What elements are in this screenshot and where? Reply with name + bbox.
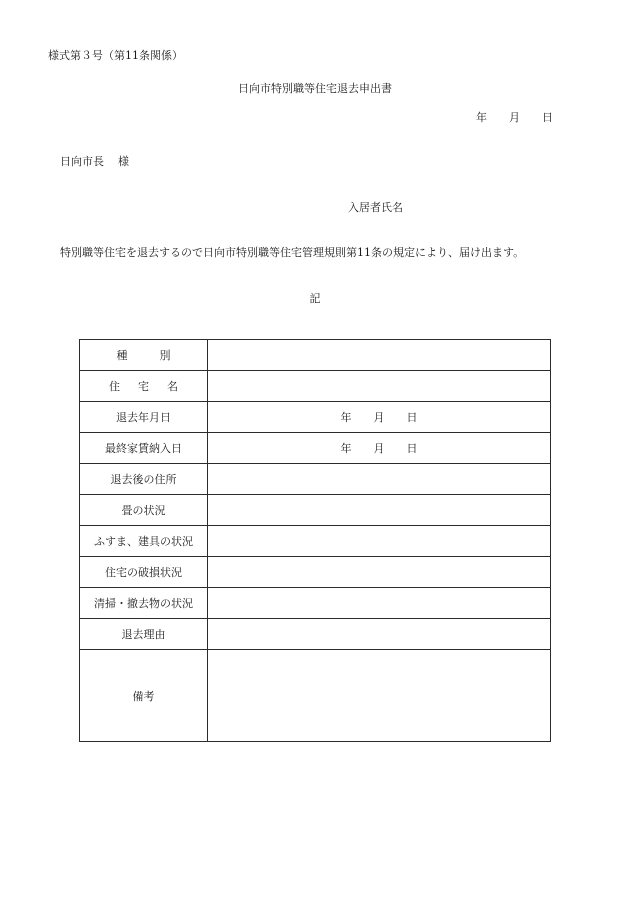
row-label-last-rent-date: 最終家賃納入日 xyxy=(80,433,208,464)
reason-field[interactable] xyxy=(208,619,551,650)
table-row xyxy=(80,650,551,742)
row-label-new-address: 退去後の住所 xyxy=(80,464,208,495)
resident-name-label: 入居者氏名 xyxy=(348,201,403,214)
row-label-fusuma: ふすま、建具の状況 xyxy=(80,526,208,557)
new-address-field[interactable] xyxy=(208,464,551,495)
addressee-honorific: 様 xyxy=(118,155,129,168)
month-label: 月 xyxy=(509,111,520,124)
row-label-move-out-date: 退去年月日 xyxy=(80,402,208,433)
row-label-tatami: 畳の状況 xyxy=(80,495,208,526)
table-row xyxy=(80,371,551,402)
fusuma-field[interactable] xyxy=(208,526,551,557)
submission-date xyxy=(476,109,553,125)
type-field[interactable] xyxy=(208,340,551,371)
ki-heading: 記 xyxy=(309,292,321,305)
table-row xyxy=(80,340,551,371)
remarks-field[interactable] xyxy=(208,650,551,742)
table-row xyxy=(80,464,551,495)
table-row xyxy=(80,557,551,588)
row-label-reason: 退去理由 xyxy=(80,619,208,650)
tatami-field[interactable] xyxy=(208,495,551,526)
cleaning-field[interactable] xyxy=(208,588,551,619)
last-rent-date-field[interactable]: 年 月 日 xyxy=(208,433,551,464)
year-label: 年 xyxy=(476,111,487,124)
table-row xyxy=(80,495,551,526)
move-out-date-field[interactable]: 年 月 日 xyxy=(208,402,551,433)
row-label-remarks: 備考 xyxy=(80,650,208,742)
table-row xyxy=(80,619,551,650)
table-row xyxy=(80,402,551,433)
table-row xyxy=(80,588,551,619)
row-label-type: 種別 xyxy=(80,340,208,371)
statement-text: 特別職等住宅を退去するので日向市特別職等住宅管理規則第11条の規定により、届け出ます。 xyxy=(60,246,525,259)
addressee xyxy=(60,153,129,169)
detail-table xyxy=(79,339,551,742)
row-label-housing-name: 住宅名 xyxy=(80,371,208,402)
addressee-name: 日向市長 xyxy=(60,155,104,168)
form-number: 様式第３号（第11条関係） xyxy=(48,49,183,62)
damage-field[interactable] xyxy=(208,557,551,588)
housing-name-field[interactable] xyxy=(208,371,551,402)
table-row xyxy=(80,433,551,464)
table-row xyxy=(80,526,551,557)
row-label-damage: 住宅の破損状況 xyxy=(80,557,208,588)
document-title: 日向市特別職等住宅退去申出書 xyxy=(238,82,392,95)
day-label: 日 xyxy=(542,111,553,124)
row-label-cleaning: 清掃・撤去物の状況 xyxy=(80,588,208,619)
